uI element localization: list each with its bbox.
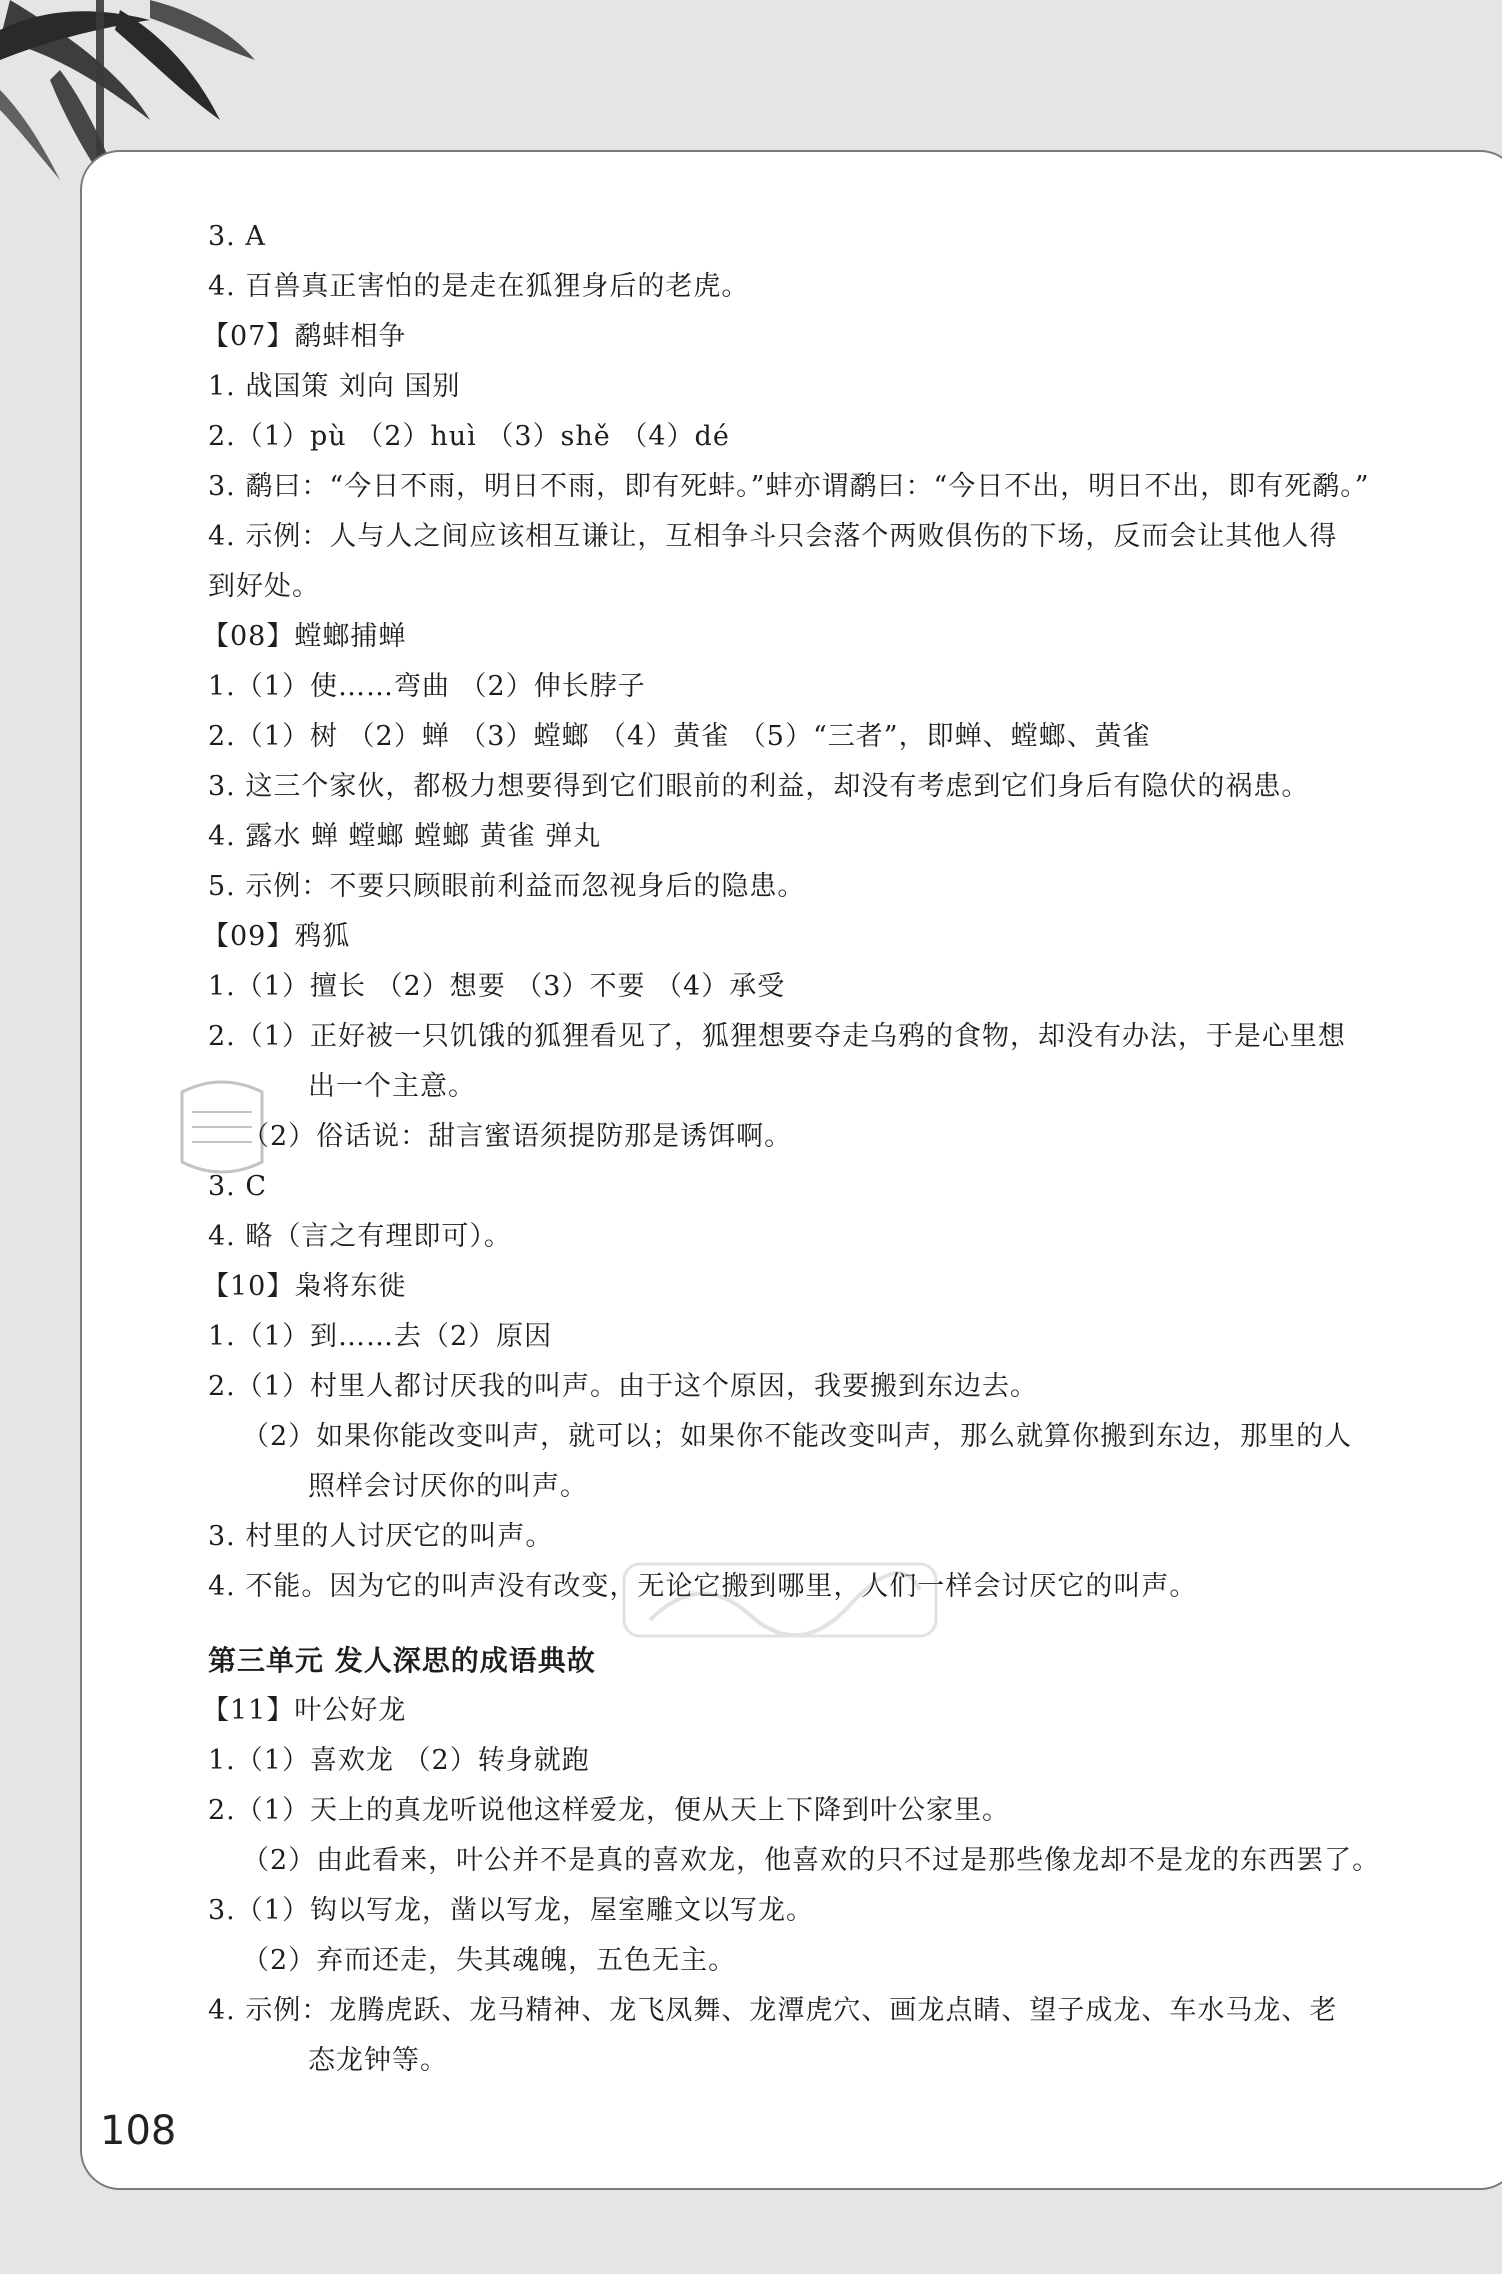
answer-line: 1.（1）喜欢龙 （2）转身就跑 <box>208 1745 590 1776</box>
section-heading: 【08】螳螂捕蝉 <box>202 621 407 652</box>
answer-line: 出一个主意。 <box>308 1071 476 1102</box>
answer-line: 态龙钟等。 <box>308 2045 448 2076</box>
section-heading: 【10】枭将东徙 <box>202 1271 407 1302</box>
answer-line: 1.（1）使……弯曲 （2）伸长脖子 <box>208 671 646 702</box>
answer-line: 1.（1）擅长 （2）想要 （3）不要 （4）承受 <box>208 971 786 1002</box>
answer-line: 2.（1）村里人都讨厌我的叫声。由于这个原因，我要搬到东边去。 <box>208 1371 1038 1402</box>
answer-line: 4. 露水 蝉 螳螂 螳螂 黄雀 弹丸 <box>208 821 602 852</box>
answer-line: 2.（1）天上的真龙听说他这样爱龙，便从天上下降到叶公家里。 <box>208 1795 1010 1826</box>
answer-line: （2）俗话说：甜言蜜语须提防那是诱饵啊。 <box>242 1121 793 1152</box>
answer-line: 3.（1）钩以写龙，凿以写龙，屋室雕文以写龙。 <box>208 1895 814 1926</box>
answer-line: 4. 略（言之有理即可）。 <box>208 1221 512 1252</box>
section-heading: 【09】鸦狐 <box>202 921 351 952</box>
answer-line: 3. C <box>208 1171 268 1202</box>
unit-title: 第三单元 发人深思的成语典故 <box>208 1644 596 1677</box>
answer-line: （2）由此看来，叶公并不是真的喜欢龙，他喜欢的只不过是那些像龙却不是龙的东西罢了。 <box>242 1845 1381 1876</box>
answer-content <box>202 212 1448 2086</box>
answer-line: 4. 示例：龙腾虎跃、龙马精神、龙飞凤舞、龙潭虎穴、画龙点睛、望子成龙、车水马龙、老 <box>208 1995 1338 2026</box>
answer-line: （2）弃而还走，失其魂魄，五色无主。 <box>242 1945 737 1976</box>
section-heading: 【07】鹬蚌相争 <box>202 321 407 352</box>
watermark-logo <box>620 1560 940 1640</box>
answer-line: 到好处。 <box>208 571 320 602</box>
section-heading: 【11】叶公好龙 <box>202 1695 407 1726</box>
answer-line: 3. 鹬曰：“今日不雨，明日不雨，即有死蚌。”蚌亦谓鹬曰：“今日不出，明日不出，即有死鹬。” <box>208 471 1370 502</box>
answer-line: 2.（1）树 （2）蝉 （3）螳螂 （4）黄雀 （5）“三者”，即蝉、螳螂、黄雀 <box>208 721 1151 752</box>
answer-line: 3. A <box>208 221 266 252</box>
answer-line: 3. 村里的人讨厌它的叫声。 <box>208 1521 554 1552</box>
answer-line: 2.（1）pù （2）huì （3）shě （4）dé <box>208 421 730 452</box>
answer-line: 4. 不能。因为它的叫声没有改变，无论它搬到哪里，人们一样会讨厌它的叫声。 <box>208 1571 1198 1602</box>
answer-line: 4. 百兽真正害怕的是走在狐狸身后的老虎。 <box>208 271 750 302</box>
answer-line: 1.（1）到……去（2）原因 <box>208 1321 553 1352</box>
answer-line: 4. 示例：人与人之间应该相互谦让，互相争斗只会落个两败俱伤的下场，反而会让其他人得 <box>208 521 1338 552</box>
answer-line: 照样会讨厌你的叫声。 <box>308 1471 588 1502</box>
answer-line: （2）如果你能改变叫声，就可以；如果你不能改变叫声，那么就算你搬到东边，那里的人 <box>242 1421 1353 1452</box>
answer-line: 2.（1）正好被一只饥饿的狐狸看见了，狐狸想要夺走乌鸦的食物，却没有办法，于是心里想 <box>208 1021 1346 1052</box>
answer-line: 1. 战国策 刘向 国别 <box>208 371 461 402</box>
answer-line: 3. 这三个家伙，都极力想要得到它们眼前的利益，却没有考虑到它们身后有隐伏的祸患。 <box>208 771 1310 802</box>
answer-line: 5. 示例：不要只顾眼前利益而忽视身后的隐患。 <box>208 871 806 902</box>
stamp-seal <box>172 1072 272 1182</box>
page-number: 108 <box>100 2108 177 2154</box>
